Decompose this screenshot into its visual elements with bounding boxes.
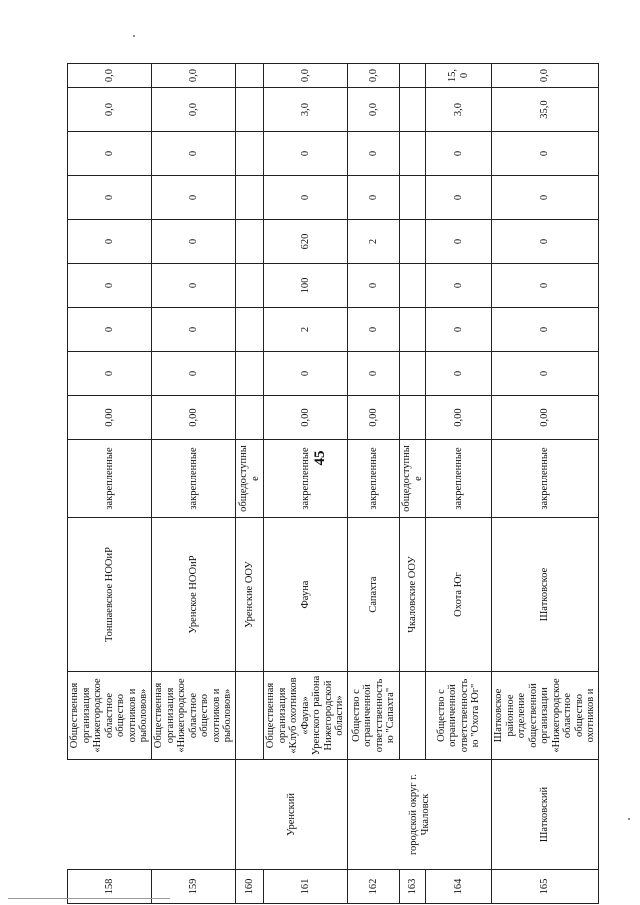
row-number: 162 [348, 870, 400, 904]
ground-type-cell: закрепленные [152, 440, 236, 518]
count-cell: 0 [68, 308, 152, 352]
data-table-region [67, 68, 596, 904]
value-cell: 0,0 [68, 64, 152, 88]
count-cell: 0 [492, 264, 599, 308]
row-number: 163 [400, 870, 426, 904]
hunting-ground-cell: Уренское НООиР [152, 518, 236, 672]
page-number: 45 [312, 450, 328, 466]
hunting-ground-cell: Фауна [264, 518, 348, 672]
organization-cell: Общественная организация «Клуб охотников «Фауна» Уренского района Нижегородской области» [264, 672, 348, 760]
hunting-ground-cell: Сапахта [348, 518, 400, 672]
area-cell: 0,00 [492, 396, 599, 440]
value-cell: 15,0 [426, 64, 492, 88]
count-cell: 0 [68, 220, 152, 264]
count-cell: 0 [492, 132, 599, 176]
table-row [236, 64, 264, 904]
count-cell: 0 [426, 220, 492, 264]
count-cell: 0 [426, 352, 492, 396]
table-row [348, 64, 400, 904]
ground-type-cell: общедоступные [236, 440, 264, 518]
value-cell: 0,0 [264, 64, 348, 88]
count-cell [236, 352, 264, 396]
count-cell: 0 [348, 264, 400, 308]
row-number: 164 [426, 870, 492, 904]
district-cell [152, 760, 236, 870]
row-number: 158 [68, 870, 152, 904]
value-cell: 0,0 [152, 88, 236, 132]
area-cell: 0,00 [68, 396, 152, 440]
hunting-ground-cell: Уренские ООУ [236, 518, 264, 672]
value-cell: 0,0 [68, 88, 152, 132]
count-cell: 0 [348, 176, 400, 220]
count-cell [400, 352, 426, 396]
scan-speck [133, 35, 135, 37]
count-cell: 0 [426, 308, 492, 352]
count-cell [236, 132, 264, 176]
ground-type-cell: закрепленные [426, 440, 492, 518]
count-cell [400, 308, 426, 352]
organization-cell: Общество с ограниченной ответственностью "Сапахта" [348, 672, 400, 760]
count-cell: 0 [348, 352, 400, 396]
area-cell: 0,00 [264, 396, 348, 440]
ground-type-cell: закрепленные [68, 440, 152, 518]
organization-cell [236, 672, 264, 760]
value-cell: 3,0 [264, 88, 348, 132]
organization-cell: Общественная организация «Нижегородское областное общество охотников и рыболовов» [152, 672, 236, 760]
table-row [68, 64, 152, 904]
organization-cell: Общественная организация «Нижегородское областное общество охотников и рыболовов» [68, 672, 152, 760]
count-cell: 0 [152, 352, 236, 396]
count-cell [236, 220, 264, 264]
count-cell: 0 [426, 176, 492, 220]
area-cell: 0,00 [152, 396, 236, 440]
hunting-ground-cell: Чкаловские ООУ [400, 518, 426, 672]
organization-cell: Шатковское районное отделение общественной организации «Нижегородское областное общество охотников и [492, 672, 599, 760]
district-cell: Шатковский [492, 760, 599, 870]
area-cell: 0,00 [348, 396, 400, 440]
scan-speck [628, 818, 630, 820]
count-cell: 0 [264, 132, 348, 176]
count-cell: 2 [264, 308, 348, 352]
count-cell: 620 [264, 220, 348, 264]
count-cell: 0 [264, 176, 348, 220]
ground-type-cell: закрепленные [348, 440, 400, 518]
ground-type-cell: общедоступные [400, 440, 426, 518]
row-number: 160 [236, 870, 264, 904]
count-cell: 0 [348, 132, 400, 176]
area-cell: 0,00 [426, 396, 492, 440]
count-cell: 2 [348, 220, 400, 264]
row-number: 159 [152, 870, 236, 904]
organization-cell [400, 672, 426, 760]
value-cell: 0,0 [348, 88, 400, 132]
hunting-ground-cell: Шатковское [492, 518, 599, 672]
count-cell: 0 [68, 264, 152, 308]
area-cell [236, 396, 264, 440]
value-cell: 0,0 [348, 64, 400, 88]
hunting-ground-cell: Охота Юг [426, 518, 492, 672]
district-cell [68, 760, 152, 870]
count-cell: 100 [264, 264, 348, 308]
ground-type-cell: закрепленные [264, 440, 348, 518]
count-cell [236, 308, 264, 352]
count-cell [400, 264, 426, 308]
organization-cell: Общество с ограниченной ответственностью "Охота Юг" [426, 672, 492, 760]
count-cell [400, 176, 426, 220]
count-cell: 0 [68, 352, 152, 396]
count-cell: 0 [426, 264, 492, 308]
value-cell [236, 88, 264, 132]
footnote-separator [8, 898, 170, 899]
count-cell: 0 [152, 220, 236, 264]
count-cell: 0 [426, 132, 492, 176]
count-cell: 0 [152, 132, 236, 176]
value-cell [236, 64, 264, 88]
count-cell: 0 [152, 176, 236, 220]
district-cell: Уренский [236, 760, 348, 870]
table-row [152, 64, 236, 904]
value-cell: 0,0 [152, 64, 236, 88]
area-cell [400, 396, 426, 440]
count-cell: 0 [68, 132, 152, 176]
count-cell [400, 220, 426, 264]
count-cell: 0 [492, 352, 599, 396]
count-cell: 0 [264, 352, 348, 396]
value-cell: 3,0 [426, 88, 492, 132]
count-cell [236, 176, 264, 220]
count-cell: 0 [492, 220, 599, 264]
count-cell: 0 [492, 176, 599, 220]
count-cell: 0 [152, 308, 236, 352]
row-number: 161 [264, 870, 348, 904]
value-cell: 35,0 [492, 88, 599, 132]
count-cell: 0 [492, 308, 599, 352]
ground-type-cell: закрепленные [492, 440, 599, 518]
count-cell: 0 [68, 176, 152, 220]
value-cell [400, 64, 426, 88]
value-cell [400, 88, 426, 132]
hunting-grounds-table [67, 63, 599, 904]
count-cell [400, 132, 426, 176]
count-cell: 0 [152, 264, 236, 308]
district-cell: городской округ г. Чкаловск [348, 760, 492, 870]
value-cell: 0,0 [492, 64, 599, 88]
count-cell [236, 264, 264, 308]
row-number: 165 [492, 870, 599, 904]
count-cell: 0 [348, 308, 400, 352]
hunting-ground-cell: Тоншаевское НООиР [68, 518, 152, 672]
table-row [492, 64, 599, 904]
